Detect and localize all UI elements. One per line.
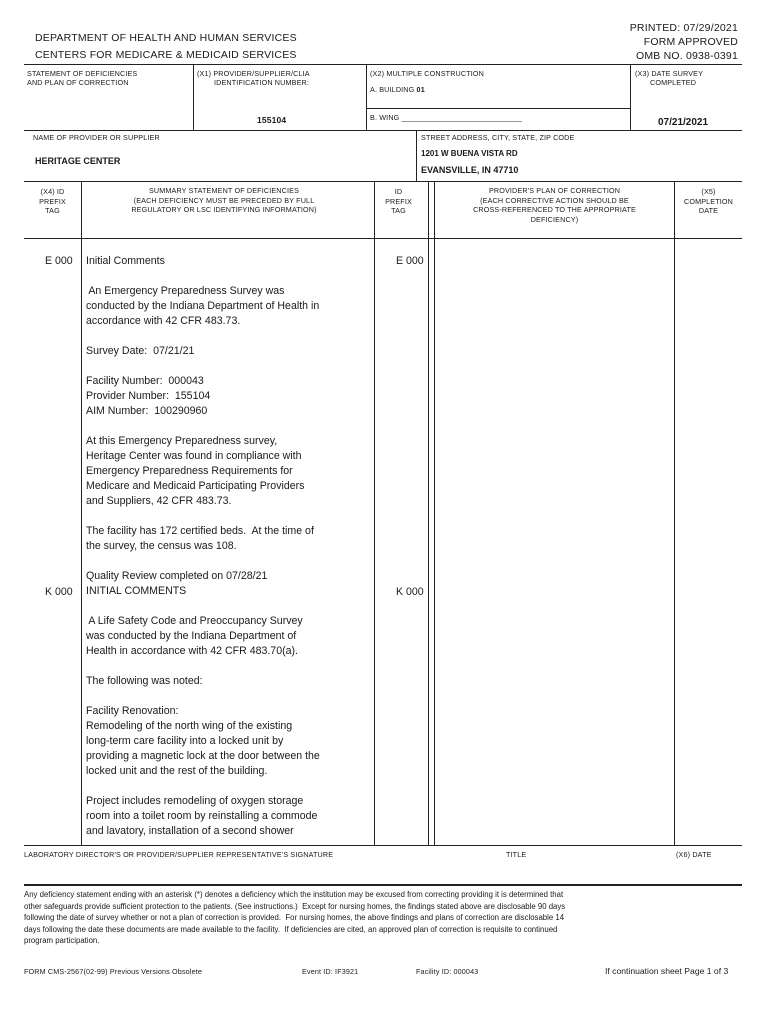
provider-number: 155104 — [257, 115, 287, 125]
text-line: was conducted by the Indiana Department of — [86, 630, 297, 642]
text-line: room into a toilet room by reinstalling a commode — [86, 810, 318, 822]
text-line: Survey Date: 07/21/21 — [86, 345, 195, 357]
text-line: and Suppliers, 42 CFR 483.73. — [86, 495, 232, 507]
col-line-2 — [374, 181, 375, 845]
tag-e000: E 000 — [45, 255, 73, 267]
tag-e000-right: E 000 — [396, 255, 424, 267]
e-title: Initial Comments — [86, 255, 165, 267]
statement-label-2: AND PLAN OF CORRECTION — [27, 78, 129, 87]
agency-line: CENTERS FOR MEDICARE & MEDICAID SERVICES — [35, 49, 297, 61]
text-line: Facility Renovation: — [86, 705, 179, 717]
text-line: AIM Number: 100290960 — [86, 405, 208, 417]
provider-bottom-border — [24, 181, 742, 182]
address-label: STREET ADDRESS, CITY, STATE, ZIP CODE — [421, 133, 575, 142]
divider-x1 — [193, 64, 194, 130]
text-line: Quality Review completed on 07/28/21 — [86, 570, 268, 582]
e-paragraph-5 — [86, 524, 320, 554]
address-city: EVANSVILLE, IN 47710 — [421, 165, 519, 175]
text-line: locked unit and the rest of the building. — [86, 765, 268, 777]
text-line: Heritage Center was found in compliance with — [86, 450, 302, 462]
e-paragraph-3 — [86, 374, 320, 419]
text-line: Medicare and Medicaid Participating Providers — [86, 480, 305, 492]
summary-header: SUMMARY STATEMENT OF DEFICIENCIES (EACH DEFICIENCY MUST BE PRECEDED BY FULL REGULATORY OR LSC IDENTIFYING INFORMATION) — [131, 186, 317, 214]
address-street: 1201 W BUENA VISTA RD — [421, 149, 518, 158]
col-line-1 — [81, 181, 82, 845]
tag-k000-right: K 000 — [396, 586, 424, 598]
k-title: INITIAL COMMENTS — [86, 585, 187, 597]
col-line-4 — [434, 181, 435, 845]
text-line: program participation. — [24, 936, 100, 946]
text-line: following the date of survey whether or not a plan of correction is provided. For nursing homes, the above findings and plans of correction are disclosable 14 — [24, 913, 565, 923]
summary-column — [86, 254, 320, 839]
text-line: The facility has 172 certified beds. At the time of — [86, 525, 314, 537]
text-line: Emergency Preparedness Requirements for — [86, 465, 293, 477]
footnote — [24, 889, 565, 947]
text-line: An Emergency Preparedness Survey was — [86, 285, 285, 297]
x1-label-1: (X1) PROVIDER/SUPPLIER/CLIA — [197, 69, 310, 78]
text-line: long-term care facility into a locked unit by — [86, 735, 284, 747]
text-line: and lavatory, installation of a second shower — [86, 825, 294, 837]
text-line: Project includes remodeling of oxygen storage — [86, 795, 304, 807]
col-line-5 — [674, 181, 675, 845]
divider-address — [416, 130, 417, 181]
event-id: Event ID: IF3921 — [302, 967, 359, 976]
form-number: FORM CMS-2567(02-99) Previous Versions Obsolete — [24, 967, 203, 976]
text-line: Facility Number: 000043 — [86, 375, 204, 387]
survey-date: 07/21/2021 — [658, 117, 709, 128]
text-line: The following was noted: — [86, 675, 203, 687]
e-paragraph-1 — [86, 284, 320, 329]
text-line: Health in accordance with 42 CFR 483.70(a). — [86, 645, 298, 657]
plan-header: PROVIDER'S PLAN OF CORRECTION (EACH CORRECTIVE ACTION SHOULD BE CROSS-REFERENCED TO THE APPROPRIATE DEFICIENCY) — [473, 186, 636, 224]
x5-header: (X5) COMPLETION DATE — [683, 187, 734, 215]
text-line: providing a magnetic lock at the door between the — [86, 750, 320, 762]
statement-label-1: STATEMENT OF DEFICIENCIES — [27, 69, 138, 78]
provider-label: NAME OF PROVIDER OR SUPPLIER — [33, 133, 160, 142]
signature-top-border — [24, 845, 742, 846]
form-approved: FORM APPROVED — [643, 36, 738, 48]
text-line: days following the date these documents are made available to the facility. If deficiencies are cited, an approved plan of correction is requisite to continued — [24, 924, 558, 934]
x2-label: (X2) MULTIPLE CONSTRUCTION — [370, 69, 484, 78]
omb-number: OMB NO. 0938-0391 — [635, 50, 738, 62]
k-paragraph-2 — [86, 674, 320, 689]
date-label: (X6) DATE — [676, 850, 712, 859]
facility-id: Facility ID: 000043 — [416, 967, 479, 976]
wing-label: B. WING _____________________________ — [370, 113, 522, 122]
building-label: A. BUILDING 01 — [370, 85, 425, 94]
e-paragraph-6 — [86, 569, 320, 584]
text-line: the survey, the census was 108. — [86, 540, 237, 552]
divider-x2 — [366, 64, 367, 130]
id-header: ID PREFIX TAG — [385, 187, 412, 215]
e-paragraph-2 — [86, 344, 320, 359]
text-line: Remodeling of the north wing of the existing — [86, 720, 293, 732]
signature-bottom-border — [24, 884, 742, 886]
box-mid-border — [24, 130, 742, 131]
column-header-bottom-border — [24, 238, 742, 239]
text-line: Provider Number: 155104 — [86, 390, 211, 402]
x1-label-2: IDENTIFICATION NUMBER: — [214, 78, 310, 87]
x3-label-1: (X3) DATE SURVEY — [635, 69, 704, 78]
x3-label-2: COMPLETED — [650, 78, 697, 87]
text-line: At this Emergency Preparedness survey, — [86, 435, 278, 447]
k-paragraph-1 — [86, 614, 320, 659]
text-line: other safeguards provide sufficient protection to the patients. (See instructions.) Except for nursing homes, the findings stated above are disclosable 90 days — [24, 901, 566, 911]
tag-k000: K 000 — [45, 586, 73, 598]
text-line: conducted by the Indiana Department of Health in — [86, 300, 320, 312]
k-paragraph-4 — [86, 794, 320, 839]
col-line-3 — [428, 181, 429, 845]
e-paragraph-4 — [86, 434, 320, 509]
wing-divider — [366, 108, 630, 109]
signature-label: LABORATORY DIRECTOR'S OR PROVIDER/SUPPLIER REPRESENTATIVE'S SIGNATURE — [24, 850, 334, 859]
text-line: Any deficiency statement ending with an asterisk (*) denotes a deficiency which the institution may be excused from correcting providing it is determined that — [24, 890, 564, 899]
printed-date: PRINTED: 07/29/2021 — [629, 22, 738, 34]
k-paragraph-3 — [86, 704, 320, 779]
continuation-page: If continuation sheet Page 1 of 3 — [605, 966, 729, 976]
title-label: TITLE — [506, 850, 527, 859]
divider-x3 — [630, 64, 631, 130]
box-top-border — [24, 64, 742, 65]
x4-header: (X4) ID PREFIX TAG — [39, 187, 66, 215]
provider-name: HERITAGE CENTER — [35, 156, 121, 166]
text-line: A Life Safety Code and Preoccupancy Survey — [86, 615, 303, 627]
text-line: accordance with 42 CFR 483.73. — [86, 315, 241, 327]
department-line: DEPARTMENT OF HEALTH AND HUMAN SERVICES — [35, 32, 297, 44]
